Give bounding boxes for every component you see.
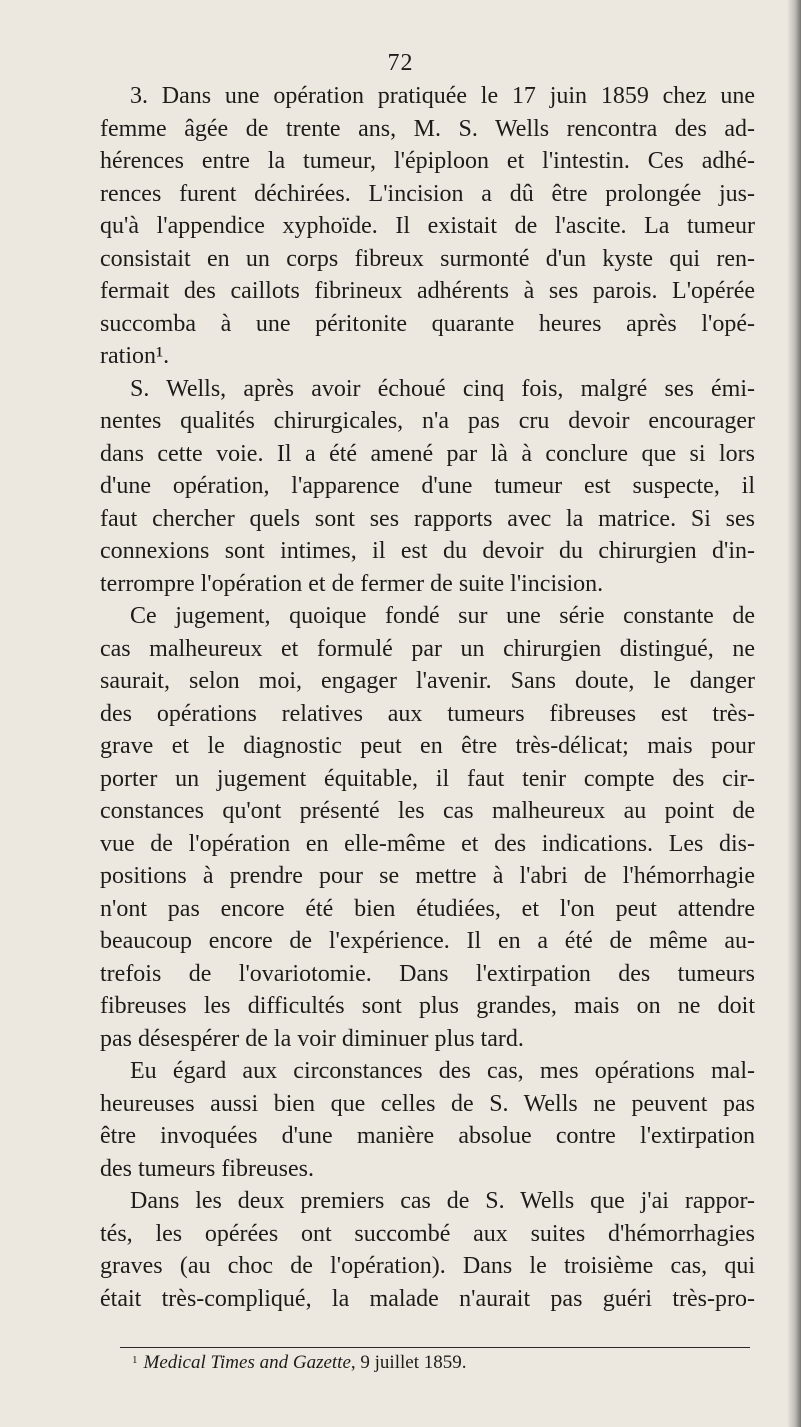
text-line: qu'à l'appendice xyphoïde. Il existait de l'ascite. La tumeur: [100, 213, 755, 239]
text-line: succomba à une péritonite quarante heures après l'opé-: [100, 310, 755, 337]
text-line: nentes qualités chirurgicales, n'a pas cru devoir encourager: [100, 408, 755, 434]
paragraph-4: [100, 1055, 755, 1185]
text-line: saurait, selon moi, engager l'avenir. Sans doute, le danger: [100, 668, 755, 694]
footnote-rule: [120, 1347, 750, 1348]
text-line: Ce jugement, quoique fondé sur une série constante de: [130, 603, 755, 629]
text-line: Dans les deux premiers cas de S. Wells que j'ai rappor-: [130, 1188, 755, 1214]
text-line: vue de l'opération en elle-même et des indications. Les dis-: [100, 830, 755, 857]
text-line: fibreuses les difficultés sont plus grandes, mais on ne doit: [100, 993, 755, 1019]
footnote-marker: 1: [132, 1354, 138, 1366]
text-line: dans cette voie. Il a été amené par là à conclure que si lors: [100, 440, 755, 467]
body-text: [100, 80, 755, 1315]
text-line: grave et le diagnostic peut en être très-délicat; mais pour: [100, 733, 755, 759]
page-edge-shadow: [787, 0, 801, 1427]
text-line: consistait en un corps fibreux surmonté d'un kyste qui ren-: [100, 245, 755, 272]
text-line: rences furent déchirées. L'incision a dû être prolongée jus-: [100, 180, 755, 207]
text-line: 3. Dans une opération pratiquée le 17 juin 1859 chez une: [130, 83, 755, 109]
paragraph-2: [100, 373, 755, 601]
footnote: [132, 1352, 466, 1374]
text-line: être invoquées d'une manière absolue contre l'extirpation: [100, 1123, 755, 1149]
text-line: faut chercher quels sont ses rapports avec la matrice. Si ses: [100, 505, 755, 532]
text-line: était très-compliqué, la malade n'aurait pas guéri très-pro-: [100, 1285, 755, 1312]
text-line: hérences entre la tumeur, l'épiploon et l'intestin. Ces adhé-: [100, 148, 755, 174]
footnote-source: Medical Times and Gazette: [143, 1352, 351, 1373]
text-line: des tumeurs fibreuses.: [100, 1155, 314, 1182]
text-line: femme âgée de trente ans, M. S. Wells rencontra des ad-: [100, 115, 755, 142]
text-line: constances qu'ont présenté les cas malheureux au point de: [100, 798, 755, 824]
text-line: fermait des caillots fibrineux adhérents à ses parois. L'opérée: [100, 278, 755, 304]
text-line: ration¹.: [100, 343, 170, 369]
text-line: S. Wells, après avoir échoué cinq fois, malgré ses émi-: [130, 375, 755, 402]
text-line: trefois de l'ovariotomie. Dans l'extirpation des tumeurs: [100, 960, 755, 987]
text-line: positions à prendre pour se mettre à l'abri de l'hémorrhagie: [100, 863, 755, 889]
text-line: beaucoup encore de l'expérience. Il en a été de même au-: [100, 928, 755, 954]
text-line: des opérations relatives aux tumeurs fibreuses est très-: [100, 700, 755, 727]
text-line: pas désespérer de la voir diminuer plus tard.: [100, 1025, 524, 1052]
footnote-rest: , 9 juillet 1859.: [350, 1352, 467, 1373]
text-line: terrompre l'opération et de fermer de suite l'incision.: [100, 570, 604, 597]
text-line: porter un jugement équitable, il faut tenir compte des cir-: [100, 765, 755, 792]
text-line: connexions sont intimes, il est du devoir du chirurgien d'in-: [100, 538, 755, 564]
text-line: n'ont pas encore été bien étudiées, et l'on peut attendre: [100, 895, 755, 922]
paragraph-3: [100, 600, 755, 1055]
page-number: 72: [387, 50, 414, 76]
text-line: cas malheureux et formulé par un chirurgien distingué, ne: [100, 635, 755, 662]
paragraph-1: [100, 80, 755, 373]
text-line: d'une opération, l'apparence d'une tumeur est suspecte, il: [100, 473, 755, 499]
text-line: tés, les opérées ont succombé aux suites d'hémorrhagies: [100, 1220, 755, 1247]
text-line: heureuses aussi bien que celles de S. Wells ne peuvent pas: [100, 1090, 755, 1117]
paragraph-5: [100, 1185, 755, 1315]
text-line: graves (au choc de l'opération). Dans le troisième cas, qui: [100, 1253, 755, 1279]
text-line: Eu égard aux circonstances des cas, mes opérations mal-: [130, 1058, 755, 1084]
